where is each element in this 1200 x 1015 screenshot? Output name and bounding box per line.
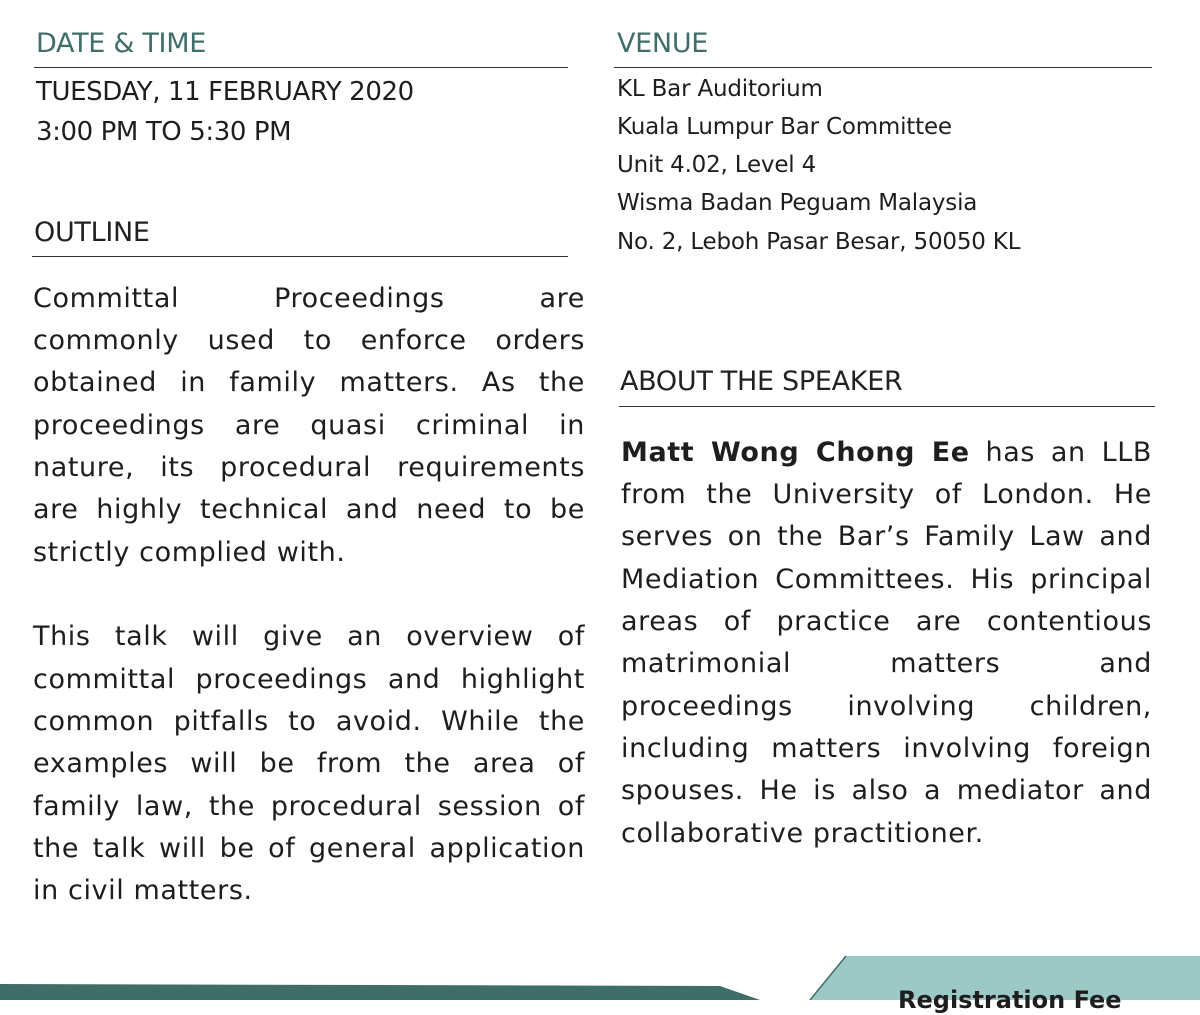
- registration-fee-label: Registration Fee: [898, 986, 1122, 1014]
- date-time-heading: DATE & TIME: [36, 28, 206, 59]
- footer-dark-band: [0, 984, 760, 1000]
- outline-divider: [32, 256, 568, 257]
- outline-line: commonly used to enforce orders: [33, 325, 585, 356]
- outline-heading: OUTLINE: [34, 217, 150, 248]
- speaker-divider: [619, 406, 1155, 407]
- outline-line: Committal Proceedings are: [33, 283, 585, 314]
- outline-line: are highly technical and need to be: [33, 494, 585, 525]
- venue-divider: [614, 67, 1152, 68]
- speaker-name: Matt Wong Chong Ee: [621, 437, 970, 468]
- outline-line: common pitfalls to avoid. While the: [33, 706, 585, 737]
- venue-line: Unit 4.02, Level 4: [617, 152, 817, 178]
- speaker-bio-line: areas of practice are contentious: [621, 606, 1152, 637]
- outline-line: committal proceedings and highlight: [33, 664, 585, 695]
- venue-line: Wisma Badan Peguam Malaysia: [617, 190, 978, 216]
- outline-line: examples will be from the area of: [33, 748, 585, 779]
- venue-line: KL Bar Auditorium: [617, 76, 823, 102]
- venue-heading: VENUE: [617, 28, 709, 59]
- outline-line: proceedings are quasi criminal in: [33, 410, 585, 441]
- outline-line: in civil matters.: [33, 875, 253, 906]
- speaker-bio-line: collaborative practitioner.: [621, 818, 984, 849]
- venue-line: Kuala Lumpur Bar Committee: [617, 114, 952, 140]
- speaker-bio-line: matrimonial matters and: [621, 648, 1152, 679]
- outline-line: the talk will be of general application: [33, 833, 585, 864]
- speaker-heading: ABOUT THE SPEAKER: [620, 366, 903, 397]
- speaker-bio-line: [621, 432, 1152, 474]
- outline-line: family law, the procedural session of: [33, 791, 585, 822]
- speaker-bio-line: spouses. He is also a mediator and: [621, 775, 1152, 806]
- outline-line: This talk will give an overview of: [33, 621, 585, 652]
- date-time-divider: [34, 67, 568, 68]
- speaker-bio-line: Mediation Committees. His principal: [621, 564, 1152, 595]
- event-time: 3:00 PM TO 5:30 PM: [36, 117, 292, 147]
- speaker-bio-line: from the University of London. He: [621, 479, 1152, 510]
- venue-line: No. 2, Leboh Pasar Besar, 50050 KL: [617, 229, 1021, 255]
- event-date: TUESDAY, 11 FEBRUARY 2020: [36, 77, 414, 107]
- speaker-bio-line: proceedings involving children,: [621, 691, 1152, 722]
- outline-line: strictly complied with.: [33, 537, 346, 568]
- outline-line: nature, its procedural requirements: [33, 452, 585, 483]
- speaker-bio-line: serves on the Bar’s Family Law and: [621, 521, 1152, 552]
- outline-line: obtained in family matters. As the: [33, 367, 585, 398]
- speaker-bio-line: including matters involving foreign: [621, 733, 1152, 764]
- speaker-bio-text: has an LLB: [969, 437, 1152, 468]
